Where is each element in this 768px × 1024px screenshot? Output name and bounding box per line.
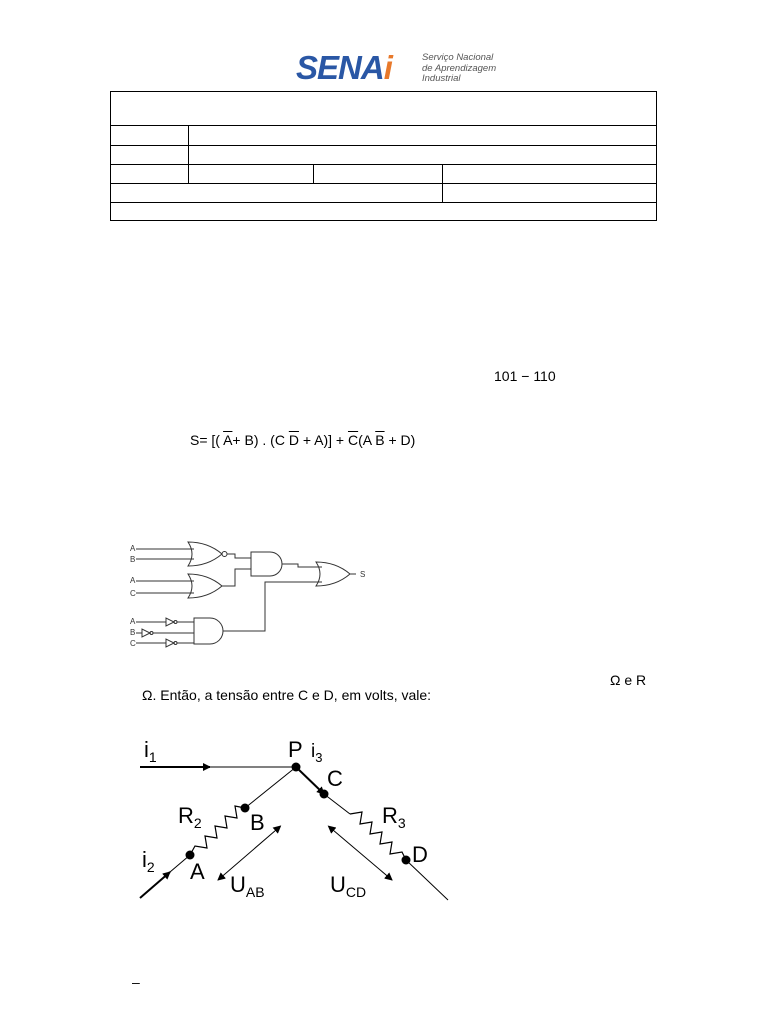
and-gate: [251, 552, 282, 576]
input-label: A: [130, 617, 136, 626]
wire: [282, 564, 322, 567]
table-border: [110, 91, 657, 92]
output-label: S: [360, 570, 366, 579]
wire: [245, 767, 296, 808]
input-label: A: [130, 544, 136, 553]
not-bubble: [174, 621, 177, 624]
not-bubble: [174, 642, 177, 645]
label-a: A: [190, 859, 205, 884]
node-b: [241, 804, 250, 813]
label-r2: $R_2$: [178, 803, 202, 831]
expr-c-negated: $\overline{C}$: [347, 432, 359, 448]
table-col-divider: [313, 164, 314, 183]
table-col-divider: [442, 164, 443, 202]
header-form-table: [110, 91, 657, 221]
table-border: [110, 220, 657, 221]
input-label: C: [130, 589, 136, 598]
not-gate: [166, 639, 174, 647]
label-c: C: [327, 766, 343, 791]
expr-part: + A)] +: [298, 432, 348, 448]
node-p: [292, 763, 301, 772]
expr-part: S= [(: [190, 432, 224, 448]
expr-b-negated: $\overline{B}$: [375, 432, 385, 448]
table-col-divider: [188, 125, 189, 183]
label-d: D: [412, 842, 428, 867]
resistor-circuit: [130, 730, 460, 910]
table-row-divider: [110, 183, 657, 184]
expr-d-negated: $\overline{D}$: [288, 432, 299, 448]
expr-part: + B) . (C: [232, 432, 289, 448]
table-row-divider: [110, 125, 657, 126]
logo-tagline-line: de Aprendizagem: [422, 62, 497, 74]
input-label: A: [130, 576, 136, 585]
expr-part: (A: [358, 432, 376, 448]
senai-logo: [296, 50, 526, 86]
expr-a-negated: $\overline{A}$: [223, 432, 233, 448]
omega-text: Ω e R: [610, 672, 647, 688]
question-text: Ω. Então, a tensão entre C e D, em volts, vale:: [142, 687, 432, 703]
input-label: B: [130, 628, 136, 637]
or-gate: [188, 542, 222, 566]
logic-gate-circuit: [110, 522, 395, 658]
label-i3: $i_3$: [311, 741, 323, 765]
label-p: P: [288, 737, 303, 762]
and-gate: [194, 618, 223, 644]
boolean-expression: [190, 431, 415, 449]
label-i2: $i_2$: [142, 847, 155, 875]
voltage-arrow-uab: [218, 830, 276, 880]
table-row-divider: [110, 202, 657, 203]
logo-wordmark: [296, 50, 392, 86]
logo-tagline-line: Serviço Nacional: [422, 52, 494, 63]
logo-letter-i: i: [383, 49, 392, 86]
logo-tagline: [422, 53, 496, 85]
wire: [227, 554, 251, 558]
wire: [324, 794, 350, 814]
wire: [223, 582, 322, 631]
current-arrow-i2: [140, 872, 170, 898]
table-row-divider: [110, 164, 657, 165]
logo-letters: SENA: [296, 49, 384, 86]
table-row-divider: [110, 145, 657, 146]
or-gate: [188, 574, 222, 598]
input-label: C: [130, 639, 136, 648]
logo-tagline-line: Industrial: [422, 73, 461, 84]
input-label: B: [130, 555, 136, 564]
node-d: [402, 856, 411, 865]
label-ucd: $U_{CD}$: [330, 872, 367, 900]
label-i1: $i_1$: [144, 737, 157, 765]
not-gate: [166, 618, 174, 626]
label-b: B: [250, 810, 265, 835]
not-gate: [142, 629, 150, 637]
current-arrow-i3: [296, 767, 324, 794]
label-uab: $U_{AB}$: [230, 872, 265, 900]
not-bubble: [150, 632, 153, 635]
label-r3: $R_3$: [382, 803, 406, 831]
range-text: 101 − 110: [494, 368, 556, 384]
dash-mark: –: [132, 974, 140, 990]
wire: [222, 569, 251, 586]
expr-part: + D): [384, 432, 416, 448]
